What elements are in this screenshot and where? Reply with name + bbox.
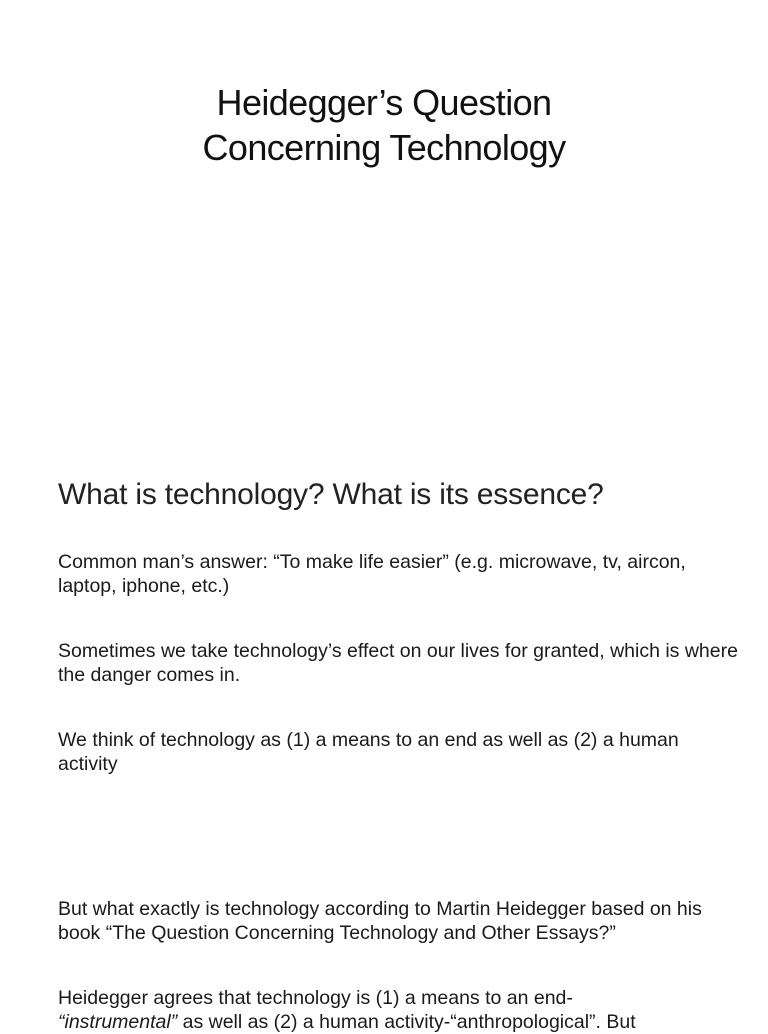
slide-title xyxy=(0,80,768,170)
paragraph-heidegger-agrees-start: Heidegger agrees that technology is (1) a means to an end- xyxy=(58,987,573,1009)
paragraph-heidegger-book: But what exactly is technology according to Martin Heidegger based on his book “The Question Concerning Technology and Other Essays?” xyxy=(58,898,702,944)
section-heading: What is technology? What is its essence? xyxy=(58,478,604,511)
paragraph-instrumental-term: “instrumental” xyxy=(58,1011,178,1033)
paragraph-danger: Sometimes we take technology’s effect on our lives for granted, which is where the danger comes in. xyxy=(58,640,738,686)
paragraph-heidegger-agrees-end: as well as (2) a human activity-“anthropological”. But xyxy=(177,1011,636,1033)
paragraph-common-answer: Common man’s answer: “To make life easier” (e.g. microwave, tv, aircon, laptop, iphone, etc.) xyxy=(58,551,686,597)
title-line-2: Concerning Technology xyxy=(202,127,566,168)
title-line-1: Heidegger’s Question xyxy=(216,82,552,123)
paragraph-heidegger-agrees xyxy=(58,986,738,1034)
paragraph-means-to-end: We think of technology as (1) a means to an end as well as (2) a human activity xyxy=(58,729,679,775)
